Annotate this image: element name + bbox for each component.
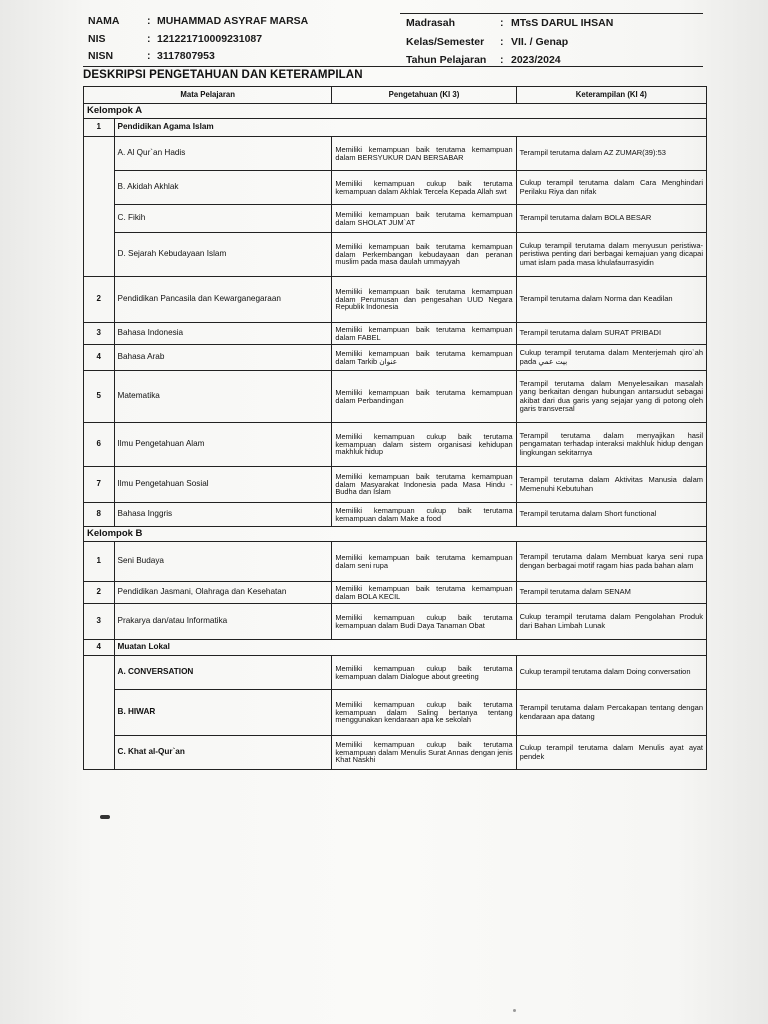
table-row (84, 736, 707, 770)
subject-name: C. Fikih (114, 205, 332, 233)
skill-desc: Cukup terampil terutama dalam menyusun peristiwa-peristiwa penting dari berbagai kemajuan yang dicapai umat islam pada masa khulafaurrasyidin (516, 233, 706, 277)
knowledge-desc: Memiliki kemampuan cukup baik terutama kemampuan dalam Akhlak Tercela Kepada Allah swt (332, 171, 516, 205)
subject-name: Seni Budaya (114, 542, 332, 582)
subject-name: C. Khat al-Qur`an (114, 736, 332, 770)
table-row (84, 137, 707, 171)
knowledge-desc: Memiliki kemampuan cukup baik terutama kemampuan dalam sistem organisasi kehidupan makhluk hidup (332, 423, 516, 467)
knowledge-desc: Memiliki kemampuan baik terutama kemampuan dalam Perkembangan kebudayaan dan peranan muslim pada masa daulah ummayyah (332, 233, 516, 277)
nama-value: MUHAMMAD ASYRAF MARSA (157, 15, 309, 27)
row-number: 2 (84, 277, 115, 323)
nama-colon: : (147, 15, 151, 27)
pai-indent-cell (84, 137, 115, 277)
tahun-value: 2023/2024 (511, 54, 561, 66)
kelas-label: Kelas/Semester (406, 36, 485, 48)
subject-name: A. CONVERSATION (114, 656, 332, 690)
table-row (84, 542, 707, 582)
table-row (84, 423, 707, 467)
knowledge-desc: Memiliki kemampuan baik terutama kemampuan dalam FABEL (332, 323, 516, 345)
table-row (84, 371, 707, 423)
subject-name: B. Akidah Akhlak (114, 171, 332, 205)
row-number: 3 (84, 323, 115, 345)
knowledge-desc: Memiliki kemampuan baik terutama kemampuan dalam SHOLAT JUM`AT (332, 205, 516, 233)
paper-speck (513, 1009, 516, 1012)
kelompok-a-heading: Kelompok A (84, 104, 707, 119)
row-number: 8 (84, 503, 115, 527)
table-header-row (84, 87, 707, 104)
knowledge-desc: Memiliki kemampuan baik terutama kemampuan dalam Tarkib عنوان (332, 345, 516, 371)
nisn-label: NISN (88, 50, 114, 62)
row-number: 7 (84, 467, 115, 503)
top-rule (400, 13, 703, 14)
knowledge-desc: Memiliki kemampuan baik terutama kemampuan dalam BOLA KECIL (332, 582, 516, 604)
skill-desc: Terampil terutama dalam Short functional (516, 503, 706, 527)
knowledge-desc: Memiliki kemampuan cukup baik terutama kemampuan dalam Dialogue about greeting (332, 656, 516, 690)
subject-name: Matematika (114, 371, 332, 423)
skill-desc: Terampil terutama dalam Menyelesaikan masalah yang berkaitan dengan hubungan antarsudut sebagai akibat dari dua garis yang sejajar yang di potong oleh garis transversal (516, 371, 706, 423)
table-row (84, 205, 707, 233)
skill-desc: Cukup terampil terutama dalam Doing conversation (516, 656, 706, 690)
knowledge-desc: Memiliki kemampuan cukup baik terutama kemampuan dalam Make a food (332, 503, 516, 527)
tahun-colon: : (500, 54, 504, 66)
knowledge-desc: Memiliki kemampuan baik terutama kemampuan dalam seni rupa (332, 542, 516, 582)
knowledge-desc: Memiliki kemampuan baik terutama kemampuan dalam Perumusan dan pengesahan UUD Negara Republik Indonesia (332, 277, 516, 323)
nis-value: 121221710009231087 (157, 33, 263, 45)
table-row (84, 277, 707, 323)
skill-desc: Cukup terampil terutama dalam Menulis ayat ayat pendek (516, 736, 706, 770)
row-number: 3 (84, 604, 115, 640)
skill-desc: Terampil terutama dalam menyajikan hasil pengamatan terhadap interaksi makhluk hidup dengan lingkungan sekitarnya (516, 423, 706, 467)
knowledge-desc: Memiliki kemampuan baik terutama kemampuan dalam Perbandingan (332, 371, 516, 423)
table-row (84, 690, 707, 736)
subject-name: Bahasa Indonesia (114, 323, 332, 345)
nis-colon: : (147, 33, 151, 45)
subject-name: Bahasa Arab (114, 345, 332, 371)
section-title: DESKRIPSI PENGETAHUAN DAN KETERAMPILAN (83, 69, 363, 81)
skill-desc: Terampil terutama dalam Percakapan tentang dengan kendaraan apa datang (516, 690, 706, 736)
table-row (84, 604, 707, 640)
table-row (84, 345, 707, 371)
table-row (84, 467, 707, 503)
madrasah-label: Madrasah (406, 17, 456, 29)
row-number: 6 (84, 423, 115, 467)
knowledge-desc: Memiliki kemampuan baik terutama kemampuan dalam Masyarakat Indonesia pada Masa Hindu - Budha dan Islam (332, 467, 516, 503)
skill-desc: Terampil terutama dalam AZ ZUMAR(39):53 (516, 137, 706, 171)
subject-name: D. Sejarah Kebudayaan Islam (114, 233, 332, 277)
table-row (84, 233, 707, 277)
subject-name: Ilmu Pengetahuan Alam (114, 423, 332, 467)
pai-heading: Pendidikan Agama Islam (114, 119, 706, 137)
row-number: 1 (84, 542, 115, 582)
knowledge-desc: Memiliki kemampuan baik terutama kemampuan dalam BERSYUKUR DAN BERSABAR (332, 137, 516, 171)
nisn-value: 3117807953 (157, 50, 215, 62)
subject-name: A. Al Qur`an Hadis (114, 137, 332, 171)
ink-mark (100, 815, 110, 819)
row-number: 2 (84, 582, 115, 604)
mulok-heading: Muatan Lokal (114, 640, 706, 656)
pai-number: 1 (84, 119, 115, 137)
kelas-colon: : (500, 36, 504, 48)
skill-desc: Terampil terutama dalam SENAM (516, 582, 706, 604)
mulok-indent-cell (84, 656, 115, 770)
col-header-kp: Pengetahuan (KI 3) (332, 87, 516, 104)
kelas-value: VII. / Genap (511, 36, 569, 48)
grades-table (83, 86, 707, 770)
skill-desc: Cukup terampil terutama dalam Pengolahan Produk dari Bahan Limbah Lunak (516, 604, 706, 640)
skill-desc: Terampil terutama dalam Norma dan Keadilan (516, 277, 706, 323)
table-row (84, 323, 707, 345)
mulok-number: 4 (84, 640, 115, 656)
knowledge-desc: Memiliki kemampuan cukup baik terutama kemampuan dalam Saling bertanya tentang menggunakan kendaraan apa ke sekolah (332, 690, 516, 736)
table-row (84, 171, 707, 205)
knowledge-desc: Memiliki kemampuan cukup baik terutama kemampuan dalam Budi Daya Tanaman Obat (332, 604, 516, 640)
madrasah-colon: : (500, 17, 504, 29)
skill-desc: Cukup terampil terutama dalam Cara Menghindari Perilaku Riya dan nifak (516, 171, 706, 205)
col-header-kt: Keterampilan (KI 4) (516, 87, 706, 104)
row-number: 4 (84, 345, 115, 371)
nisn-colon: : (147, 50, 151, 62)
subject-name: Pendidikan Pancasila dan Kewarganegaraan (114, 277, 332, 323)
subject-name: Pendidikan Jasmani, Olahraga dan Kesehatan (114, 582, 332, 604)
table-row (84, 582, 707, 604)
kelompok-b-heading: Kelompok B (84, 527, 707, 542)
table-row (84, 503, 707, 527)
subject-name: Prakarya dan/atau Informatika (114, 604, 332, 640)
subject-name: Ilmu Pengetahuan Sosial (114, 467, 332, 503)
knowledge-desc: Memiliki kemampuan cukup baik terutama kemampuan dalam Menulis Surat Annas dengan jenis Khat Naskhi (332, 736, 516, 770)
table-row (84, 656, 707, 690)
skill-desc: Terampil terutama dalam Aktivitas Manusia dalam Memenuhi Kebutuhan (516, 467, 706, 503)
skill-desc: Terampil terutama dalam BOLA BESAR (516, 205, 706, 233)
skill-desc: Cukup terampil terutama dalam Menterjemah qiro`ah pada بيت عمي (516, 345, 706, 371)
nis-label: NIS (88, 33, 106, 45)
nama-label: NAMA (88, 15, 120, 27)
tahun-label: Tahun Pelajaran (406, 54, 487, 66)
subject-name: B. HIWAR (114, 690, 332, 736)
header-rule (83, 66, 703, 67)
madrasah-value: MTsS DARUL IHSAN (511, 17, 614, 29)
skill-desc: Terampil terutama dalam Membuat karya seni rupa dengan berbagai motif ragam hias pada bahan alam (516, 542, 706, 582)
skill-desc: Terampil terutama dalam SURAT PRIBADI (516, 323, 706, 345)
row-number: 5 (84, 371, 115, 423)
subject-name: Bahasa Inggris (114, 503, 332, 527)
col-header-mapel: Mata Pelajaran (84, 87, 332, 104)
